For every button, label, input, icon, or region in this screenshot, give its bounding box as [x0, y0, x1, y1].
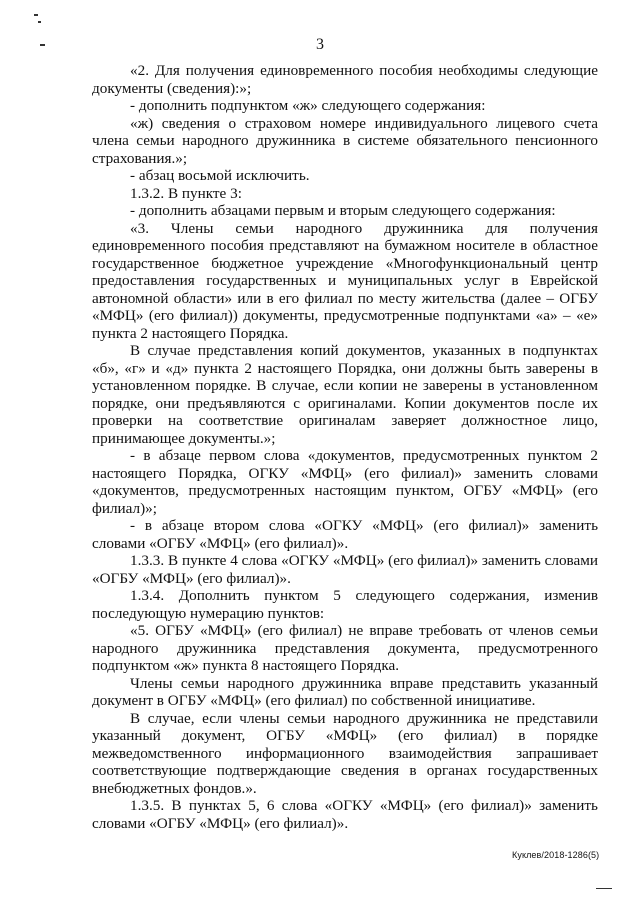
paragraph-1: «2. Для получения единовременного пособия необходимы следующие документы (сведения):»;: [92, 62, 598, 97]
scan-mark-top-left-1: [34, 14, 38, 16]
paragraph-16: 1.3.5. В пунктах 5, 6 слова «ОГКУ «МФЦ» (его филиал)» заменить словами «ОГБУ «МФЦ» (его филиал)».: [92, 797, 598, 832]
paragraph-7: «3. Члены семьи народного дружинника для получения единовременного пособия представляют на бумажном носителе в областное государственное бюджетное учреждение «Многофункциональный центр предоставления государственных и муниципальных услуг в Еврейской автономной области» или в его филиал по месту жительства (далее – ОГБУ «МФЦ» (его филиал)) документы, предусмотренные подпунктами «а» – «е» пункта 2 настоящего Порядка.: [92, 219, 598, 342]
paragraph-14: Члены семьи народного дружинника вправе представить указанный документ в ОГБУ «МФЦ» (его филиал) по собственной инициативе.: [92, 674, 598, 709]
paragraph-9: - в абзаце первом слова «документов, предусмотренных пунктом 2 настоящего Порядка, ОГКУ «МФЦ» (его филиал)» заменить словами «документов, предусмотренных настоящим пунктом, ОГБУ «МФЦ» (его филиал)»;: [92, 447, 598, 517]
paragraph-5: 1.3.2. В пункте 3:: [130, 184, 242, 202]
paragraph-11: 1.3.3. В пункте 4 слова «ОГКУ «МФЦ» (его филиал)» заменить словами «ОГБУ «МФЦ» (его филиал)».: [92, 552, 598, 587]
paragraph-2: - дополнить подпунктом «ж» следующего содержания:: [130, 97, 486, 114]
paragraph-6: - дополнить абзацами первым и вторым следующего содержания:: [130, 202, 556, 219]
document-reference-code: Куклев/2018-1286(5): [512, 850, 600, 860]
scan-mark-top-left-2: [38, 21, 41, 23]
paragraph-4: - абзац восьмой исключить.: [130, 167, 310, 184]
paragraph-3: «ж) сведения о страховом номере индивидуального лицевого счета члена семьи народного дружинника в системе обязательного пенсионного страхования.»;: [92, 114, 598, 167]
paragraph-15: В случае, если члены семьи народного дружинника не представили указанный документ, ОГБУ «МФЦ» (его филиал) в порядке межведомственного информационного взаимодействия запрашивает соответствующие подтверждающие сведения в органах государственных внебюджетных фондов.».: [92, 709, 598, 797]
paragraph-8: В случае представления копий документов, указанных в подпунктах «б», «г» и «д» пункта 2 настоящего Порядка, они должны быть заверены в установленном порядке. В случае, если копии не заверены в установленном порядке, они предъявляются с оригиналами. Копии документов после их проверки на соответствие оригиналам заверяет должностное лицо, принимающее документы.»;: [92, 342, 598, 447]
paragraph-13: «5. ОГБУ «МФЦ» (его филиал) не вправе требовать от членов семьи народного дружинника представления документа, предусмотренного подпунктом «ж» пункта 8 настоящего Порядка.: [92, 622, 598, 674]
page-number: 3: [316, 36, 324, 53]
scan-mark-bottom-right: [596, 888, 612, 889]
paragraph-12: 1.3.4. Дополнить пунктом 5 следующего содержания, изменив последующую нумерацию пунктов:: [92, 587, 598, 622]
document-body: [92, 62, 598, 832]
paragraph-10: - в абзаце втором слова «ОГКУ «МФЦ» (его филиал)» заменить словами «ОГБУ «МФЦ» (его филиал)».: [92, 517, 598, 552]
